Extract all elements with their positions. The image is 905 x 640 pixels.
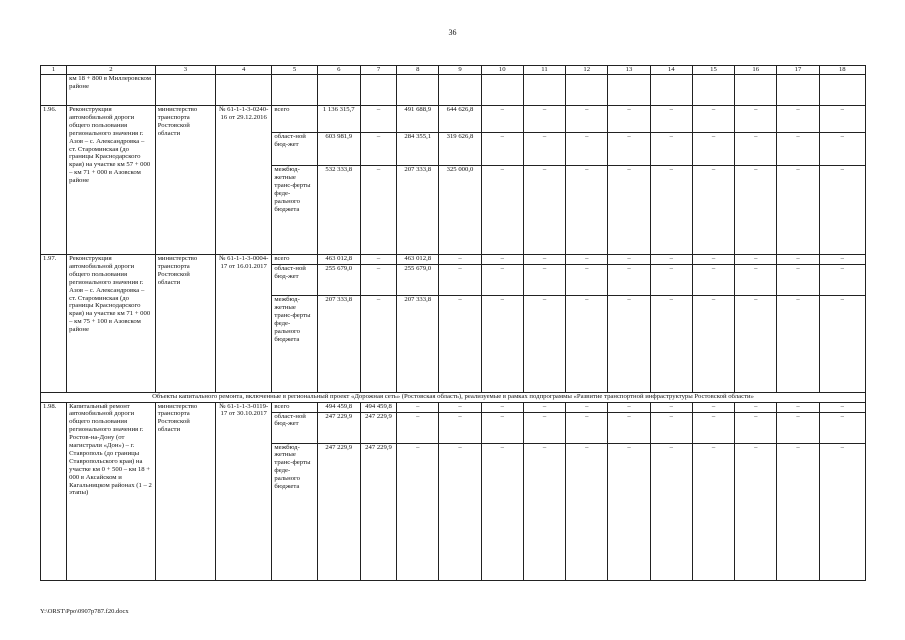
value-cell: – (777, 133, 819, 166)
value-cell: 491 688,9 (397, 106, 439, 133)
column-number: 5 (272, 66, 317, 75)
value-cell: – (608, 265, 650, 296)
document-number: № 61-1-1-3-0004-17 от 16.01.2017 (216, 255, 272, 393)
value-cell: 207 333,8 (317, 296, 360, 393)
value-cell: – (481, 166, 523, 255)
value-cell: 325 000,0 (439, 166, 481, 255)
funding-source: област-ной бюд-жет (272, 265, 317, 296)
value-cell: 463 012,8 (317, 255, 360, 265)
value-cell: 207 333,8 (397, 296, 439, 393)
value-cell: – (439, 255, 481, 265)
value-cell: 207 333,8 (397, 166, 439, 255)
value-cell: – (360, 255, 396, 265)
column-number: 8 (397, 66, 439, 75)
value-cell: – (566, 412, 608, 443)
customer-name: министерство транспорта Ростовской области (155, 255, 215, 393)
value-cell: – (650, 133, 692, 166)
value-cell: – (439, 402, 481, 412)
carryover-text: км 18 + 800 в Миллеровском районе (67, 75, 156, 106)
value-cell: – (481, 443, 523, 580)
value-cell: – (735, 443, 777, 580)
value-cell: – (608, 133, 650, 166)
value-cell: 463 012,8 (397, 255, 439, 265)
value-cell: – (481, 402, 523, 412)
column-number: 12 (566, 66, 608, 75)
value-cell: – (692, 402, 734, 412)
value-cell: – (608, 296, 650, 393)
value-cell: – (481, 412, 523, 443)
section-title: Объекты капитального ремонта, включенные в региональный проект «Дорожная сеть» (Ростовская область), реализуемые в рамках подпрограммы «Развитие транспортной инфраструктуры Ростовской области» (41, 393, 866, 403)
value-cell: – (650, 255, 692, 265)
value-cell: 1 136 315,7 (317, 106, 360, 133)
value-cell: – (819, 265, 865, 296)
value-cell: 319 626,8 (439, 133, 481, 166)
value-cell: 532 333,8 (317, 166, 360, 255)
value-cell: – (608, 402, 650, 412)
value-cell: – (735, 133, 777, 166)
value-cell: – (650, 166, 692, 255)
column-number: 15 (692, 66, 734, 75)
value-cell: – (523, 133, 565, 166)
value-cell: – (360, 265, 396, 296)
column-number: 13 (608, 66, 650, 75)
document-number: № 61-1-1-3-0119-17 от 30.10.2017 (216, 402, 272, 580)
value-cell: – (481, 255, 523, 265)
value-cell: – (566, 166, 608, 255)
value-cell: – (360, 166, 396, 255)
value-cell: – (819, 443, 865, 580)
value-cell: – (692, 412, 734, 443)
funding-source: всего (272, 255, 317, 265)
value-cell: – (650, 443, 692, 580)
value-cell: – (523, 106, 565, 133)
value-cell: – (777, 166, 819, 255)
document-number: № 61-1-1-3-0240-16 от 29.12.2016 (216, 106, 272, 255)
value-cell: – (819, 166, 865, 255)
value-cell: – (692, 106, 734, 133)
carryover-row (41, 75, 866, 106)
value-cell: – (819, 133, 865, 166)
value-cell: – (439, 412, 481, 443)
column-number: 16 (735, 66, 777, 75)
object-name: Реконструкция автомобильной дороги общего пользования регионального значения г. Азов – с. Александровка – ст. Староминская (до границы Краснодарского края) на участке км 57 + 000 – км 71 + 000 в Азовском районе (67, 106, 156, 255)
value-cell: – (566, 106, 608, 133)
value-cell: – (692, 166, 734, 255)
value-cell: – (777, 296, 819, 393)
value-cell: – (692, 296, 734, 393)
customer-name: министерство транспорта Ростовской области (155, 402, 215, 580)
value-cell: – (735, 265, 777, 296)
value-cell: 247 229,9 (360, 412, 396, 443)
column-number: 2 (67, 66, 156, 75)
funding-source: област-ной бюд-жет (272, 133, 317, 166)
value-cell: – (608, 443, 650, 580)
funding-source: област-ной бюд-жет (272, 412, 317, 443)
column-number: 17 (777, 66, 819, 75)
value-cell: – (481, 133, 523, 166)
value-cell: – (608, 255, 650, 265)
value-cell: – (777, 255, 819, 265)
value-cell: – (397, 443, 439, 580)
value-cell: – (523, 296, 565, 393)
column-number-row (41, 66, 866, 75)
value-cell: 247 229,9 (317, 443, 360, 580)
data-table (40, 65, 866, 581)
column-number: 10 (481, 66, 523, 75)
value-cell: – (523, 443, 565, 580)
value-cell: 494 459,8 (317, 402, 360, 412)
value-cell: – (566, 255, 608, 265)
value-cell: 603 981,9 (317, 133, 360, 166)
value-cell: – (523, 402, 565, 412)
column-number: 3 (155, 66, 215, 75)
value-cell: – (735, 106, 777, 133)
table-row (41, 402, 866, 412)
value-cell: – (819, 402, 865, 412)
value-cell: – (777, 265, 819, 296)
value-cell: – (481, 265, 523, 296)
value-cell: – (692, 265, 734, 296)
value-cell: – (439, 443, 481, 580)
column-number: 18 (819, 66, 865, 75)
column-number: 4 (216, 66, 272, 75)
row-number: 1.97. (41, 255, 67, 393)
value-cell: – (566, 133, 608, 166)
column-number: 11 (523, 66, 565, 75)
value-cell: 247 229,9 (317, 412, 360, 443)
column-number: 6 (317, 66, 360, 75)
value-cell: – (735, 166, 777, 255)
value-cell: – (650, 412, 692, 443)
value-cell: 284 355,1 (397, 133, 439, 166)
value-cell: – (360, 106, 396, 133)
value-cell: – (650, 402, 692, 412)
column-number: 7 (360, 66, 396, 75)
file-path-footer: Y:\ORST\Ppo\0907p787.f20.docx (40, 608, 129, 615)
value-cell: – (360, 133, 396, 166)
value-cell: 255 679,0 (317, 265, 360, 296)
funding-source: межбюд-жетные транс-ферты феде-рального бюджета (272, 296, 317, 393)
value-cell: – (566, 443, 608, 580)
value-cell: – (819, 412, 865, 443)
funding-source: всего (272, 402, 317, 412)
value-cell: – (481, 296, 523, 393)
row-number: 1.96. (41, 106, 67, 255)
value-cell: – (692, 255, 734, 265)
value-cell: – (608, 412, 650, 443)
value-cell: – (692, 443, 734, 580)
value-cell: – (523, 166, 565, 255)
value-cell: 644 626,8 (439, 106, 481, 133)
value-cell: – (819, 106, 865, 133)
value-cell: – (439, 296, 481, 393)
value-cell: – (777, 106, 819, 133)
object-name: Капитальный ремонт автомобильной дороги общего пользования регионального значения г. Ростов-на-Дону (от магистрали «Дон») – г. Ставрополь (до границы Ставропольского края) на участке км 0 + 500 – км 18 + 000 в Аксайском и Кагальницком районах (1 – 2 этапы) (67, 402, 156, 580)
value-cell: – (735, 296, 777, 393)
value-cell: – (735, 412, 777, 443)
object-name: Реконструкция автомобильной дороги общего пользования регионального значения г. Азов – с. Александровка – ст. Староминская (до границы Краснодарского края) на участке км 71 + 000 – км 75 + 100 в Азовском районе (67, 255, 156, 393)
value-cell: – (523, 412, 565, 443)
value-cell: – (777, 443, 819, 580)
customer-name: министерство транспорта Ростовской области (155, 106, 215, 255)
value-cell: 247 229,9 (360, 443, 396, 580)
value-cell: – (481, 106, 523, 133)
value-cell: – (650, 106, 692, 133)
value-cell: – (650, 296, 692, 393)
value-cell: – (650, 265, 692, 296)
page-number: 36 (448, 28, 457, 37)
funding-source: межбюд-жетные транс-ферты феде-рального бюджета (272, 166, 317, 255)
row-number: 1.98. (41, 402, 67, 580)
value-cell: – (692, 133, 734, 166)
column-number: 14 (650, 66, 692, 75)
value-cell: – (360, 296, 396, 393)
funding-source: всего (272, 106, 317, 133)
value-cell: – (735, 255, 777, 265)
value-cell: – (819, 296, 865, 393)
value-cell: – (523, 255, 565, 265)
value-cell: – (439, 265, 481, 296)
value-cell: – (566, 296, 608, 393)
value-cell: – (777, 412, 819, 443)
value-cell: – (608, 166, 650, 255)
value-cell: – (735, 402, 777, 412)
value-cell: – (397, 412, 439, 443)
table-row (41, 255, 866, 265)
value-cell: – (523, 265, 565, 296)
value-cell: – (608, 106, 650, 133)
column-number: 9 (439, 66, 481, 75)
section-row (41, 393, 866, 403)
value-cell: – (397, 402, 439, 412)
value-cell: – (566, 402, 608, 412)
value-cell: 494 459,8 (360, 402, 396, 412)
funding-source: межбюд-жетные транс-ферты феде-рального бюджета (272, 443, 317, 580)
column-number: 1 (41, 66, 67, 75)
value-cell: 255 679,0 (397, 265, 439, 296)
value-cell: – (566, 265, 608, 296)
value-cell: – (777, 402, 819, 412)
value-cell: – (819, 255, 865, 265)
table-row (41, 106, 866, 133)
